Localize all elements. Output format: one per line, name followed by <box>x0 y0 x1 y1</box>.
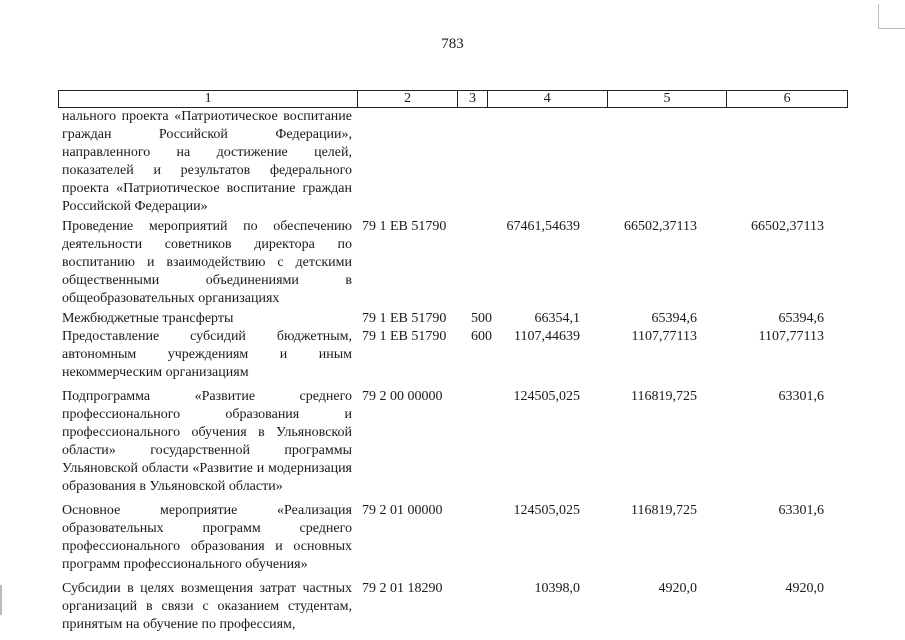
row-value-4: 66354,1 <box>534 311 580 326</box>
row-value-6: 1107,77113 <box>758 329 824 344</box>
column-header-1: 1 <box>59 91 358 107</box>
row-value-4: 10398,0 <box>534 581 580 596</box>
table-row <box>0 218 905 308</box>
row-value-6: 66502,37113 <box>751 219 824 234</box>
row-code: 79 2 01 00000 <box>362 503 443 518</box>
row-code: 79 2 00 00000 <box>362 389 443 404</box>
row-code: 79 1 EB 51790 <box>362 219 447 234</box>
table-row <box>0 310 905 328</box>
row-name: нального проекта «Патриотическое воспитание граждан Российской Федерации», направленного на достижение целей, показателей и результатов федерального проекта «Патриотическое воспитание граждан Российской Федерации» <box>62 109 352 214</box>
row-name: Подпрограмма «Развитие среднего профессионального образования и профессионального обучения в Ульяновской области» государственной программы Ульяновской области «Развитие и модернизация образования в Ульяновской области» <box>62 389 352 494</box>
column-header-2: 2 <box>358 91 458 107</box>
table-header <box>58 90 848 108</box>
row-value-4: 124505,025 <box>513 389 580 404</box>
row-value-5: 4920,0 <box>658 581 697 596</box>
row-value-4: 1107,44639 <box>514 329 580 344</box>
row-expense-type: 600 <box>471 329 492 344</box>
row-code: 79 2 01 18290 <box>362 581 443 596</box>
table-row <box>0 502 905 574</box>
table-body <box>0 108 905 634</box>
row-value-5: 1107,77113 <box>631 329 697 344</box>
row-name: Предоставление субсидий бюджетным, автономным учреждениям и иным некоммерческим организациям <box>62 329 352 380</box>
row-value-4: 67461,54639 <box>506 219 580 234</box>
row-value-4: 124505,025 <box>513 503 580 518</box>
row-value-5: 66502,37113 <box>624 219 697 234</box>
row-code: 79 1 EB 51790 <box>362 311 447 326</box>
row-expense-type: 500 <box>471 311 492 326</box>
row-value-5: 65394,6 <box>651 311 697 326</box>
column-header-5: 5 <box>608 91 728 107</box>
row-value-5: 116819,725 <box>631 389 697 404</box>
table-row <box>0 328 905 382</box>
column-header-3: 3 <box>458 91 488 107</box>
row-value-6: 63301,6 <box>778 389 824 404</box>
table-row <box>0 580 905 634</box>
table-row <box>0 388 905 496</box>
scan-corner-mark <box>878 4 905 29</box>
column-header-6: 6 <box>783 91 791 106</box>
row-code: 79 1 EB 51790 <box>362 329 447 344</box>
row-value-6: 65394,6 <box>778 311 824 326</box>
row-name: Основное мероприятие «Реализация образовательных программ среднего профессионального образования и основных программ профессионального обучения» <box>62 503 352 572</box>
row-value-6: 4920,0 <box>785 581 824 596</box>
row-value-6: 63301,6 <box>778 503 824 518</box>
column-header-4: 4 <box>488 91 608 107</box>
row-name: Субсидии в целях возмещения затрат частных организаций в связи с оказанием студентам, принятым на обучение по профессиям, <box>62 581 352 632</box>
row-name: Межбюджетные трансферты <box>62 311 234 326</box>
page-number: 783 <box>441 36 464 52</box>
row-name: Проведение мероприятий по обеспечению деятельности советников директора по воспитанию и взаимодействию с детскими общественными объединениями в общеобразовательных организациях <box>62 219 352 306</box>
row-value-5: 116819,725 <box>631 503 697 518</box>
table-row <box>0 108 905 216</box>
